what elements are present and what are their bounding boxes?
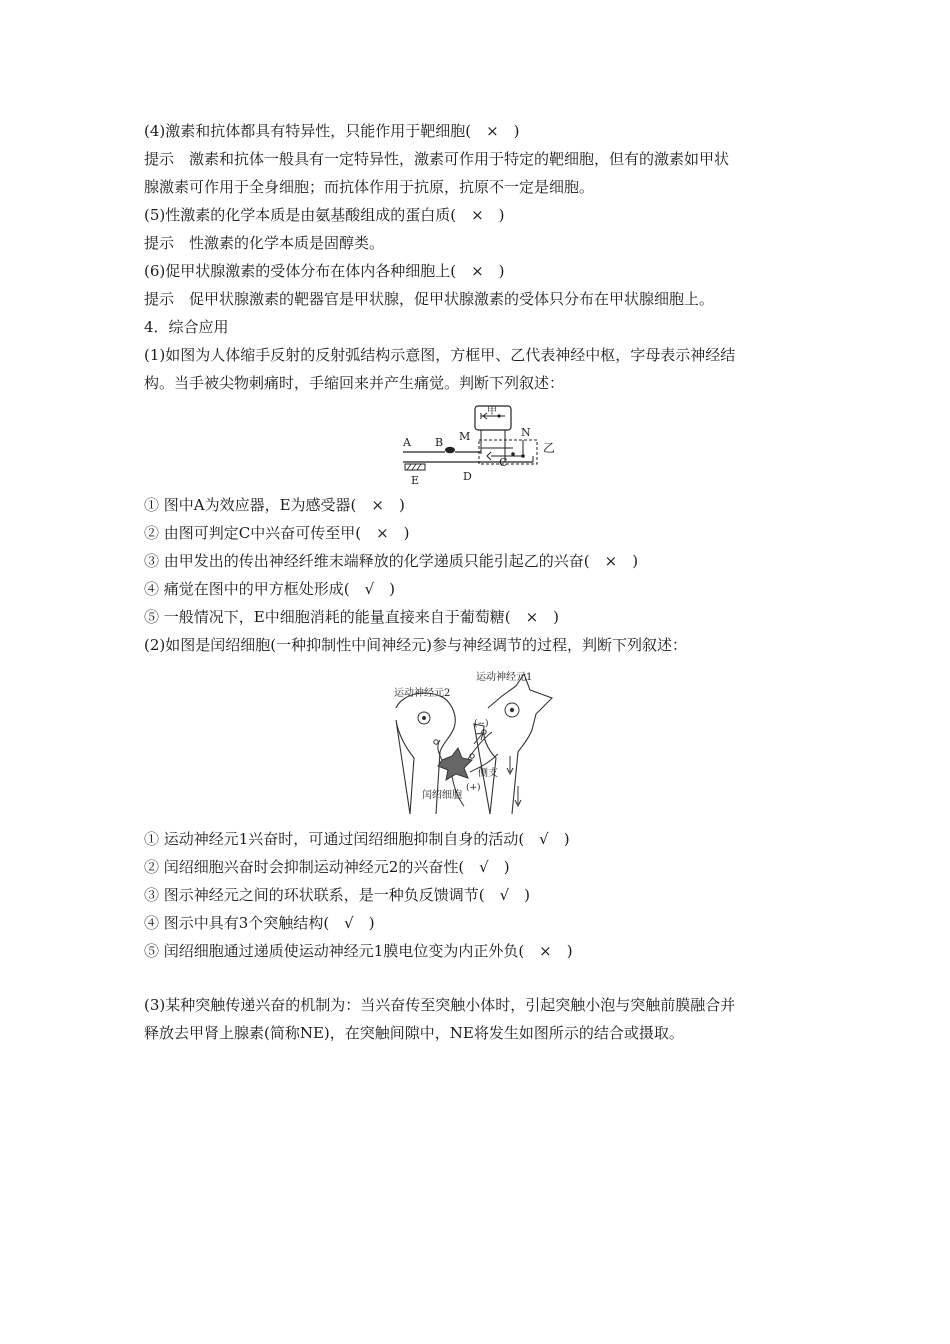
- statement-item: ② 由图可判定C中兴奋可传至甲( × ): [144, 524, 410, 542]
- text-line: 提示 促甲状腺激素的靶器官是甲状腺，促甲状腺激素的受体只分布在甲状腺细胞上。: [144, 290, 715, 308]
- label-collateral: 侧支: [478, 768, 498, 779]
- label-jia: 甲: [487, 406, 497, 417]
- statement-item: ② 闰绍细胞兴奋时会抑制运动神经元2的兴奋性( √ ): [144, 858, 510, 876]
- label-m: M: [459, 430, 471, 443]
- label-c: C: [499, 456, 508, 469]
- label-b: B: [435, 436, 444, 449]
- text-line: 释放去甲肾上腺素(简称NE)，在突触间隙中，NE将发生如图所示的结合或摄取。: [144, 1024, 684, 1042]
- statement-item: ⑤ 一般情况下，E中细胞消耗的能量直接来自于葡萄糖( × ): [144, 608, 559, 626]
- statement-item: ⑤ 闰绍细胞通过递质使运动神经元1膜电位变为内正外负( × ): [144, 942, 573, 960]
- text-line: (5)性激素的化学本质是由氨基酸组成的蛋白质( × ): [144, 206, 505, 224]
- statement-item: ① 运动神经元1兴奋时，可通过闰绍细胞抑制自身的活动( √ ): [144, 830, 570, 848]
- reflex-arc-figure: [395, 404, 565, 486]
- statement-item: ③ 由甲发出的传出神经纤维末端释放的化学递质只能引起乙的兴奋( × ): [144, 552, 639, 570]
- label-a: A: [403, 436, 411, 449]
- text-line: 提示 激素和抗体一般具有一定特异性，激素可作用于特定的靶细胞，但有的激素如甲状: [144, 150, 730, 168]
- statement-item: ① 图中A为效应器，E为感受器( × ): [144, 496, 405, 514]
- text-line: 腺激素可作用于全身细胞；而抗体作用于抗原，抗原不一定是细胞。: [144, 178, 595, 196]
- reflex-arc-diagram: [395, 404, 565, 486]
- text-line: (4)激素和抗体都具有特异性，只能作用于靶细胞( × ): [144, 122, 520, 140]
- label-yi: 乙: [543, 441, 556, 455]
- text-line: (3)某种突触传递兴奋的机制为：当兴奋传至突触小体时，引起突触小泡与突触前膜融合并: [144, 996, 736, 1014]
- text-line: (2)如图是闰绍细胞(一种抑制性中间神经元)参与神经调节的过程，判断下列叙述：: [144, 636, 687, 654]
- text-line: 构。当手被尖物刺痛时，手缩回来并产生痛觉。判断下列叙述：: [144, 374, 565, 392]
- label-renshaw-cell: 闰绍细胞: [422, 790, 462, 801]
- text-line: (6)促甲状腺激素的受体分布在体内各种细胞上( × ): [144, 262, 505, 280]
- label-motor-neuron-1: 运动神经元1: [476, 672, 533, 683]
- label-inhibitory: (−): [474, 719, 489, 729]
- label-excitatory: (+): [466, 783, 481, 793]
- renshaw-cell-diagram: [392, 668, 560, 816]
- label-n: N: [521, 426, 531, 439]
- text-line: (1)如图为人体缩手反射的反射弧结构示意图，方框甲、乙代表神经中枢，字母表示神经结: [144, 346, 736, 364]
- label-d: D: [463, 470, 472, 483]
- statement-item: ③ 图示神经元之间的环状联系，是一种负反馈调节( √ ): [144, 886, 531, 904]
- renshaw-cell-figure: [392, 668, 560, 816]
- section-heading: 4．综合应用: [144, 318, 229, 336]
- statement-item: ④ 图示中具有3个突触结构( √ ): [144, 914, 375, 932]
- label-motor-neuron-2: 运动神经元2: [394, 688, 451, 699]
- label-e: E: [411, 474, 420, 486]
- text-line: 提示 性激素的化学本质是固醇类。: [144, 234, 385, 252]
- statement-item: ④ 痛觉在图中的甲方框处形成( √ ): [144, 580, 396, 598]
